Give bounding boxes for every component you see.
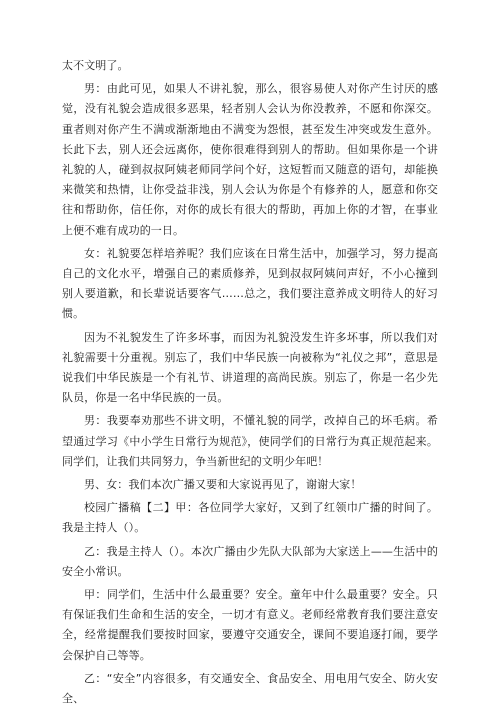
paragraph-farewell: 男、女：我们本次广播又要和大家说再见了，谢谢大家！	[84, 478, 362, 492]
paragraph-female-cultivation: 女：礼貌要怎样培养呢？我们应该在日常生活中，加强学习，努力提高自己的文化水平，增强自己的素质修养，见到叔叔阿姨问声好，不小心撞到别人要道歉，和长辈说话要客气……总之，我们要注意养成文明待人的好习惯。	[62, 246, 438, 321]
paragraph-male-appeal: 男：我要奉劝那些不讲文明，不懂礼貌的同学，改掉自己的坏毛病。希望通过学习《中小学生日常行为规范》，使同学们的日常行为真正规范起来。同学们，让我们共同努力，争当新世纪的文明少年吧！	[62, 414, 438, 468]
paragraph-etiquette-nation: 因为不礼貌发生了许多坏事，而因为礼貌没发生许多坏事，所以我们对礼貌需要十分重视。别忘了，我们中华民族一向被称为“礼仪之邦”，意思是说我们中华民族是一个有礼节、讲道理的高尚民族。别忘了，你是一名少先队员，你是一名中华民族的一员。	[62, 330, 438, 405]
paragraph-safety-content: 乙：“安全”内容很多，有交通安全、食品安全、用电用气安全、防火安全、	[62, 671, 438, 706]
paragraph-male-consequences: 男：由此可见，如果人不讲礼貌，那么，很容易使人对你产生讨厌的感觉，没有礼貌会造成很多恶果，轻者别人会认为你没教养，不愿和你深交。重者则对你产生不满或渐渐地由不满变为怨恨，甚至发生冲突或发生意外。长此下去，别人还会远离你，使你很难得到别人的帮助。但如果你是一个讲礼貌的人，碰到叔叔阿姨老师同学问个好，这短暂而又随意的语句，却能换来微笑和热情，让你受益非浅，别人会认为你是个有修养的人，愿意和你交往和帮助你，信任你，对你的成长有很大的帮助，再加上你的才智，在事业上便不难有成功的一日。	[62, 82, 438, 237]
paragraph-broadcast-two-intro: 校园广播稿【二】甲：各位同学大家好，又到了红领巾广播的时间了。我是主持人（）。	[62, 501, 438, 535]
paragraph-host-b-intro: 乙：我是主持人（）。本次广播由少先队大队部为大家送上——生活中的安全小常识。	[62, 544, 438, 578]
paragraph-continuation: 太不文明了。	[62, 59, 129, 72]
paragraph-safety-importance: 甲：同学们，生活中什么最重要？安全。童年中什么最重要？安全。只有保证我们生命和生活的安全，一切才有意义。老师经常教育我们要注意安全，经常提醒我们要按时回家，要遵守交通安全，课间不要追逐打闹，要学会保护自己等等。	[62, 588, 438, 662]
